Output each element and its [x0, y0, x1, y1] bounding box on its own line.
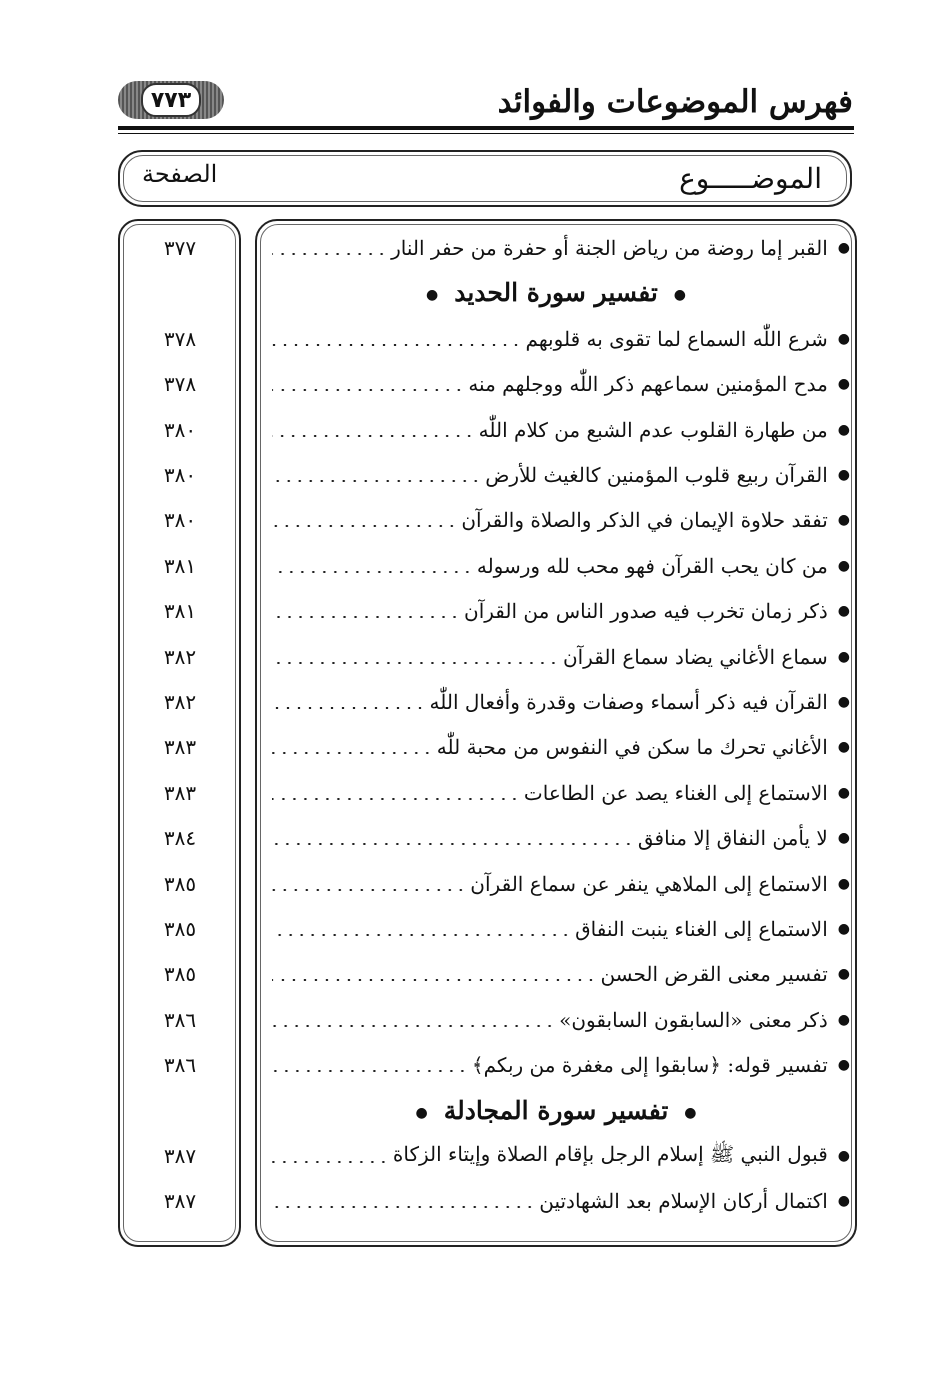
bullet-icon: ● [837, 966, 850, 982]
dot-leader [272, 1206, 535, 1208]
entry-text: القرآن ربيع قلوب المؤمنين كالغيث للأرض [485, 463, 828, 487]
dot-leader [272, 752, 433, 754]
bullet-icon: ● [673, 286, 687, 303]
index-entry [0, 500, 948, 540]
bullet-icon: ● [837, 785, 850, 801]
page-column-header: الصفحة [142, 160, 218, 188]
entry-text: تفقد حلاوة الإيمان في الذكر والصلاة والقرآن [461, 508, 828, 532]
index-entry [0, 546, 948, 586]
entry-page-number: ٣٨٣ [163, 735, 197, 759]
bullet-icon: ● [837, 422, 850, 438]
entry-page-number: ٣٨٠ [163, 418, 197, 442]
index-entry [0, 727, 948, 767]
index-entry [0, 591, 948, 631]
entry-page-number: ٣٨٢ [163, 690, 197, 714]
dot-leader [272, 480, 481, 482]
section-title: تفسير سورة الحديد [454, 278, 658, 307]
bullet-icon: ● [837, 1012, 850, 1028]
bullet-icon: ● [415, 1104, 428, 1121]
bullet-icon: ● [837, 603, 850, 619]
bullet-icon: ● [837, 830, 850, 846]
entry-text: ذكر معنى «السابقون السابقون» [559, 1008, 828, 1032]
entry-page-number: ٣٨٠ [163, 508, 197, 532]
entry-text: مدح المؤمنين سماعهم ذكر اللّٰه ووجلهم منه [468, 372, 828, 396]
bullet-icon: ● [837, 649, 850, 665]
entry-page-number: ٣٨٧ [163, 1189, 197, 1213]
dot-leader [272, 934, 571, 936]
bullet-icon: ● [837, 512, 850, 528]
bullet-icon: ● [837, 331, 850, 347]
index-entry [0, 954, 948, 994]
bullet-icon: ● [837, 240, 850, 256]
bullet-icon: ● [837, 1148, 850, 1164]
bullet-icon: ● [837, 1057, 850, 1073]
entry-page-number: ٣٧٧ [163, 236, 197, 260]
dot-leader [272, 798, 520, 800]
entry-page-number: ٣٨١ [163, 599, 197, 623]
entry-page-number: ٣٧٨ [163, 327, 197, 351]
section-heading [255, 271, 857, 315]
entry-text: قبول النبي ﷺ إسلام الرجل بإقام الصلاة وإيتاء الزكاة [392, 1141, 828, 1166]
bullet-icon: ● [837, 558, 850, 574]
entry-text: من طهارة القلوب عدم الشبع من كلام اللّٰه [478, 418, 828, 442]
index-entry [0, 1000, 948, 1040]
entry-page-number: ٣٨٤ [163, 826, 197, 850]
entry-page-number: ٣٨٢ [163, 645, 197, 669]
bullet-icon: ● [837, 694, 850, 710]
dot-leader [272, 525, 457, 527]
entry-text: تفسير قوله: ﴿سابقوا إلى مغفرة من ربكم﴾ [471, 1053, 828, 1077]
entry-text: من كان يحب القرآن فهو محب لله ورسوله [476, 554, 828, 578]
page-number-badge [118, 81, 224, 119]
dot-leader [272, 1025, 555, 1027]
dot-leader [272, 979, 596, 981]
bullet-icon: ● [837, 467, 850, 483]
dot-leader [272, 843, 634, 845]
header-rule-thick [118, 126, 854, 130]
entry-text: سماع الأغاني يضاد سماع القرآن [562, 645, 828, 669]
dot-leader [272, 616, 460, 618]
entry-text: القرآن فيه ذكر أسماء وصفات وقدرة وأفعال اللّٰه [429, 690, 828, 714]
bullet-icon: ● [837, 921, 850, 937]
entry-text: لا يأمن النفاق إلا منافق [637, 826, 828, 850]
entry-page-number: ٣٨٥ [163, 962, 197, 986]
index-entry [0, 1181, 948, 1221]
topic-column-header: الموضـــــوع [679, 162, 822, 195]
dot-leader [272, 389, 464, 391]
bullet-icon: ● [425, 286, 439, 303]
header-rule-thin [118, 133, 854, 134]
index-entry [0, 773, 948, 813]
dot-leader [272, 344, 522, 346]
dot-leader [272, 1070, 468, 1072]
dot-leader [272, 1161, 389, 1163]
entry-text: الأغاني تحرك ما سكن في النفوس من محبة للّٰه [436, 735, 828, 759]
section-heading [255, 1089, 857, 1133]
entry-text: تفسير معنى القرض الحسن [600, 962, 828, 986]
entry-page-number: ٣٨٦ [163, 1008, 197, 1032]
index-entry [0, 864, 948, 904]
index-entry [0, 319, 948, 359]
entry-page-number: ٣٧٨ [163, 372, 197, 396]
index-entry [0, 455, 948, 495]
dot-leader [272, 571, 473, 573]
dot-leader [272, 435, 475, 437]
index-entry [0, 682, 948, 722]
entry-page-number: ٣٨٦ [163, 1053, 197, 1077]
entry-text: شرع اللّٰه السماع لما تقوى به قلوبهم [525, 327, 828, 351]
entry-text: الاستماع إلى الملاهي ينفر عن سماع القرآن [470, 872, 828, 896]
page-number: ٧٧٣ [141, 83, 201, 117]
page-title: فهرس الموضوعات والفوائد [497, 84, 853, 120]
entry-page-number: ٣٨٧ [163, 1144, 197, 1168]
bullet-icon: ● [837, 1193, 850, 1209]
bullet-icon: ● [837, 376, 850, 392]
bullet-icon: ● [837, 739, 850, 755]
entry-page-number: ٣٨١ [163, 554, 197, 578]
dot-leader [272, 707, 426, 709]
index-entry [0, 228, 948, 268]
bullet-icon: ● [837, 876, 850, 892]
index-entry [0, 818, 948, 858]
dot-leader [272, 889, 466, 891]
index-entry [0, 909, 948, 949]
bullet-icon: ● [684, 1104, 697, 1121]
section-title: تفسير سورة المجادلة [443, 1096, 669, 1125]
entry-page-number: ٣٨٥ [163, 917, 197, 941]
index-entry [0, 1136, 948, 1176]
entry-text: الاستماع إلى الغناء ينبت النفاق [575, 917, 828, 941]
entry-page-number: ٣٨٥ [163, 872, 197, 896]
entry-text: الاستماع إلى الغناء يصد عن الطاعات [523, 781, 828, 805]
index-entry [0, 410, 948, 450]
column-header-box [118, 150, 852, 207]
entry-page-number: ٣٨٣ [163, 781, 197, 805]
dot-leader [272, 662, 559, 664]
entry-text: ذكر زمان تخرب فيه صدور الناس من القرآن [464, 599, 828, 623]
entry-page-number: ٣٨٠ [163, 463, 197, 487]
entry-text: القبر إما روضة من رياض الجنة أو حفرة من حفر النار [391, 236, 828, 260]
entry-text: اكتمال أركان الإسلام بعد الشهادتين [539, 1189, 828, 1213]
index-entry [0, 364, 948, 404]
dot-leader [272, 253, 387, 255]
index-entry [0, 637, 948, 677]
index-entry [0, 1045, 948, 1085]
